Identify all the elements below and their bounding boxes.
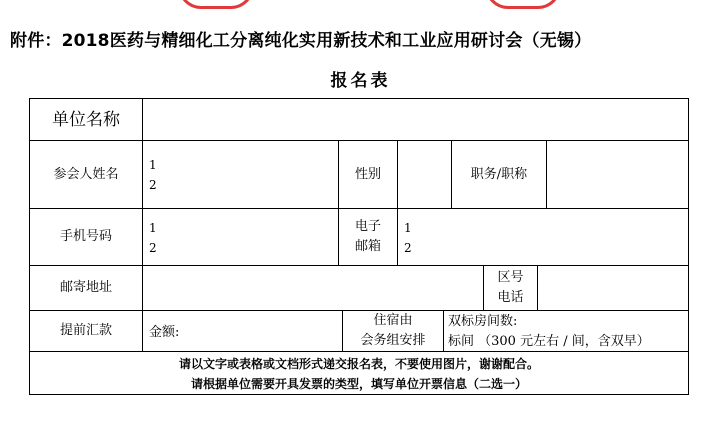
position-field[interactable] [546,140,689,209]
area-phone-label [483,265,538,311]
position-label: 职务/职称 [451,140,547,209]
area-phone-label-line-2: 电话 [497,290,524,305]
room-count-field[interactable] [443,310,689,352]
gender-label: 性别 [338,140,398,209]
attendee-field[interactable] [142,140,339,209]
lodging-label-line-1: 住宿由 [373,313,413,328]
attendee-line-1: 1 [149,158,157,172]
area-phone-field[interactable] [537,265,689,311]
email-label [338,208,398,266]
prepay-label: 提前汇款 [29,310,143,352]
seal-stamp-left [178,0,254,9]
phone-label: 手机号码 [29,208,143,266]
email-line-2: 2 [404,241,412,255]
notice-line-2: 请根据单位需要开具发票的类型，填写单位开票信息（二选一） [190,377,527,391]
page-heading: 附件：2018医药与精细化工分离纯化实用新技术和工业应用研讨会（无锡） [10,31,592,51]
email-line-1: 1 [404,221,412,235]
address-label: 邮寄地址 [29,265,143,311]
email-label-line-2: 邮箱 [354,239,381,254]
lodging-label [342,310,444,352]
address-field[interactable] [142,265,484,311]
seal-stamp-right [485,0,561,9]
lodging-label-line-2: 会务组安排 [360,333,426,348]
room-label-line-2: 标间 （300 元左右 / 间，含双早） [448,334,650,349]
area-phone-label-line-1: 区号 [497,270,524,285]
unit-name-label: 单位名称 [29,98,143,141]
notice-box [29,351,689,395]
attendee-label: 参会人姓名 [29,140,143,209]
email-label-line-1: 电子 [354,219,381,234]
phone-field[interactable] [142,208,339,266]
form-title: 报名表 [330,71,391,91]
room-label-line-1: 双标房间数: [448,314,518,329]
amount-field[interactable] [142,310,343,352]
attendee-line-2: 2 [149,178,157,192]
notice-line-1: 请以文字或表格或文档形式递交报名表，不要使用图片，谢谢配合。 [178,357,539,371]
phone-line-2: 2 [149,241,157,255]
amount-label: 金额: [149,325,180,340]
gender-field[interactable] [397,140,452,209]
phone-line-1: 1 [149,221,157,235]
email-field[interactable] [397,208,689,266]
unit-name-field[interactable] [142,98,689,141]
